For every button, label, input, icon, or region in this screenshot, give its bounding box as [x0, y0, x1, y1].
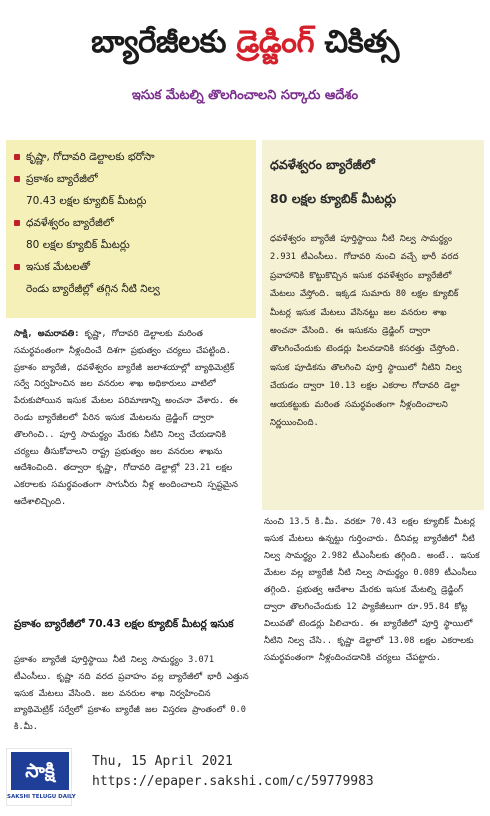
- source-link[interactable]: https://epaper.sakshi.com/c/59779983: [92, 774, 374, 789]
- highlight-item-continued: 80 లక్షల క్యూబిక్ మీటర్లు: [26, 239, 130, 251]
- headline: [0, 8, 490, 76]
- side-box-title: ధవళేశ్వరం బ్యారేజీలో: [270, 157, 375, 172]
- headline-part-3: చికిత్స: [314, 24, 399, 60]
- highlight-item: ధవళేశ్వరం బ్యారేజీలో: [14, 212, 248, 234]
- dateline: సాక్షి, అమరావతి:: [14, 329, 80, 339]
- side-box-subtitle: 80 లక్షల క్యూబిక్ మీటర్లు: [270, 191, 397, 206]
- section-heading: ప్రకాశం బ్యారేజీలో 70.43 లక్షల క్యూబిక్ మీటర్ల ఇసుక: [14, 618, 234, 630]
- highlight-item: ఇసుక మేటలతో: [14, 256, 248, 278]
- highlight-item-continued: రెండు బ్యారేజీల్లో తగ్గిన నీటి నిల్వ: [26, 283, 160, 295]
- section-text: ప్రకాశం బ్యారేజీ పూర్తిస్థాయి నీటి నిల్వ సామర్థ్యం 3.071 టీఎంసీలు. కృష్ణా నది వరద ప్రవాహం వల్ల బ్యారేజీలో భారీ ఎత్తున ఇసుక మేటలు వేసింది. జల వనరుల శాఖ నిర్వహించిన బ్యాథిమెట్రిక్ సర్వేలో ప్రకాశం బ్యారేజీ జల విస్తరణ ప్రాంతంలో 0.0 కి.మీ.: [14, 655, 249, 733]
- logo-wordmark: సాక్షి: [11, 752, 69, 790]
- sakshi-logo: [6, 748, 76, 806]
- article-body-left: [14, 326, 254, 511]
- highlight-item-continued: 70.43 లక్షల క్యూబిక్ మీటర్లు: [26, 195, 147, 207]
- headline-part-2: డ్రెడ్జింగ్: [236, 24, 315, 60]
- edition-date: Thu, 15 April 2021: [92, 754, 233, 769]
- headline-part-1: బ్యారేజీలకు: [91, 24, 237, 60]
- highlight-item: కృష్ణా, గోదావరి డెల్టాలకు భరోసా: [14, 146, 248, 168]
- article-text: కృష్ణా, గోదావరి డెల్టాలకు మరింత సమర్థవంతంగా నీళ్లందించే దిశగా ప్రభుత్వం చర్యలు చేపట్టింది. ప్రకాశం బ్యారేజీ, ధవళేశ్వరం బ్యారేజీ జలాశయాల్లో బ్యాథిమెట్రిక్ సర్వే నిర్వహించిన జల వనరుల శాఖ అధికారులు వాటిలో పేరుకుపోయిన ఇసుక మేటల పరిమాణాన్ని అంచనా వేశారు. ఈ రెండు బ్యారేజీలలో పేరిన ఇసుక మేటలను డ్రెడ్జింగ్ ద్వారా తొలగించి.. పూర్తి సామర్థ్యం మేరకు నీటిని నిల్వ చేయడానికి చర్యలు తీసుకోవాలని రాష్ట్ర ప్రభుత్వం జల వనరుల శాఖను ఆదేశించింది. తద్వారా కృష్ణా, గోదావరి డెల్టాల్లో 23.21 లక్షల ఎకరాలకు సమర్థవంతంగా సాగునీరు నీళ్ల అందించాలని స్పష్టమైన ఆదేశాలిచ్చింది.: [14, 329, 238, 507]
- side-box: [262, 140, 484, 510]
- logo-tagline: SAKSHI TELUGU DAILY: [7, 794, 76, 800]
- article-body-right: నుంచి 13.5 కి.మీ. వరకూ 70.43 లక్షల క్యూబిక్ మీటర్ల ఇసుక మేటలు ఉన్నట్టు గుర్తించారు. దీనివల్ల బ్యారేజీలో నీటి నిల్వ సామర్థ్యం 2.982 టీఎంసీలకు తగ్గింది. అంటే.. ఇసుక మేటల వల్ల బ్యారేజీ నీటి నిల్వ సామర్థ్యం 0.089 టీఎంసీలు తగ్గింది. ప్రభుత్వ ఆదేశాల మేరకు ఇసుక మేటల్ని డ్రెడ్జింగ్ ద్వారా తొలగించేందుకు 12 ప్యాకేజీలుగా రూ.95.84 కోట్ల విలువతో టెండర్లు పిలిచారు. ఈ బ్యారేజీలో పూర్తి స్థాయిలో నీటిని నిల్వ చేసి.. కృష్ణా డెల్టాలో 13.08 లక్షల ఎకరాలకు సమర్థవంతంగా నీళ్లందించడానికి చర్యలు చేపట్టారు.: [264, 517, 480, 663]
- highlights-box: [6, 140, 256, 318]
- subheadline: ఇసుక మేటల్ని తొలగించాలని సర్కారు ఆదేశం: [131, 88, 359, 103]
- footer: [0, 748, 490, 808]
- side-box-text: ధవళేశ్వరం బ్యారేజీ పూర్తిస్థాయి నీటి నిల్వ సామర్థ్యం 2.931 టీఎంసీలు. గోదావరి నుంచి వచ్చే భారీ వరద ప్రవాహానికి కొట్టుకొచ్చిన ఇసుక ధవళేశ్వరం బ్యారేజీలో మేటలు వేస్తోంది. ఇక్కడ సుమారు 80 లక్షల క్యూబిక్ మీటర్ల ఇసుక మేటలు వేసినట్టు జల వనరుల శాఖ అంచనా వేసింది. ఈ ఇసుకను డ్రెడ్జింగ్ ద్వారా తొలగించేందుకు టెండర్లు పిలవడానికి కసరత్తు చేస్తోంది. ఇసుక పూడికను తొలగించి పూర్తి స్థాయిలో నీటిని నిల్వ చేయడం ద్వారా 10.13 లక్షల ఎకరాల గోదావరి డెల్టా ఆయకట్టుకు మరింత సమర్థవంతంగా నీళ్లందించాలని నిర్ణయించింది.: [270, 234, 462, 429]
- highlight-item: ప్రకాశం బ్యారేజీలో: [14, 168, 248, 190]
